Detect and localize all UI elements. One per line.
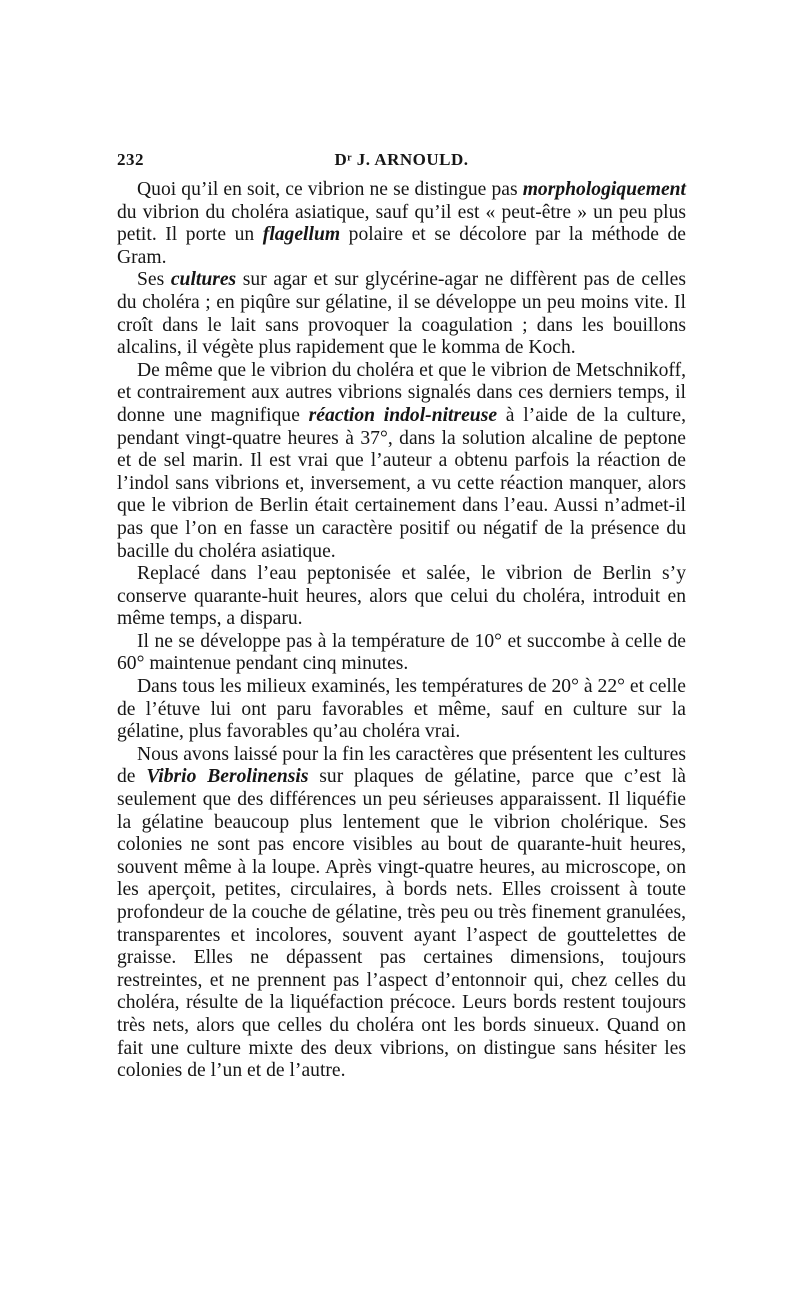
text-run: du vibrion du choléra asiatique, sauf qu’il est « peut-être » un peu plus petit. Il porte un (117, 201, 686, 246)
text-run: Il ne se développe pas à la température de 10° et succombe à celle de 60° maintenue pendant cinq minutes. (117, 630, 686, 675)
text-run: polaire et se décolore par la méthode de Gram. (117, 224, 687, 268)
text-run: De même que le vibrion du choléra et que le vibrion de Metschnikoff, et contrairement aux autres vibrions signalés dans ces derniers temps, il donne une magnifique (117, 359, 686, 426)
page-number: 232 (117, 150, 144, 169)
italic-text-run: cultures (170, 269, 237, 291)
text-run: Nous avons laissé pour la fin les caractères que présentent les cultures de (117, 743, 686, 788)
text-run: Dans tous les milieux examinés, les températures de 20° à 22° et celle de l’étuve lui ont paru favorables et même, sauf en culture sur la gélatine, plus favorables qu’au choléra vrai. (117, 676, 686, 743)
text-run: Quoi qu’il en soit, ce vibrion ne se distingue pas (137, 179, 523, 200)
italic-text-run: flagellum (262, 224, 341, 246)
paragraph (117, 744, 686, 1083)
paragraph (117, 563, 686, 631)
text-run: sur agar et sur glycérine-agar ne diffèrent pas de celles du choléra ; en piqûre sur gélatine, il se développe un peu moins vite. Il croît dans le lait sans provoquer la coagulation ; dans les bouillons alcalins, il végète plus rapidement que le komma de Koch. (117, 269, 687, 359)
text-run: Ses (137, 269, 171, 291)
running-head-author: Dʳ J. ARNOULD. (334, 150, 469, 169)
paragraph (117, 269, 686, 359)
text-run: à l’aide de la culture, pendant vingt-quatre heures à 37°, dans la solution alcaline de peptone et de sel marin. Il est vrai que l’auteur a obtenu parfois la réaction de l’indol sans vibrions et, inversement, a vu cette réaction manquer, alors que le vibrion de Berlin était certainement dans l’eau. Aussi n’admet-il pas que l’on en fasse un caractère positif ou négatif de la présence du bacille du choléra asiatique. (117, 404, 686, 562)
running-head (117, 146, 686, 172)
paragraph (117, 631, 686, 676)
italic-text-run: morphologiquement (522, 179, 686, 200)
text-run: sur plaques de gélatine, parce que c’est là seulement que des différences un peu sérieuses apparaissent. Il liquéfie la gélatine beaucoup plus lentement que le vibrion cholérique. Ses colonies ne sont pas encore visibles au bout de quarante-huit heures, souvent même à la loupe. Après vingt-quatre heures, au microscope, on les aperçoit, petites, circulaires, à bords nets. Elles croissent à toute profondeur de la couche de gélatine, très peu ou très finement granulées, transparentes et incolores, souvent ayant l’aspect de gouttelettes de graisse. Elles ne dépassent pas certaines dimensions, toujours restreintes, et ne prennent pas l’aspect d’entonnoir qui, chez celles du choléra, résulte de la liquéfaction précoce. Leurs bords restent toujours très nets, alors que celles du choléra ont les bords sinueux. Quand on fait une culture mixte des deux vibrions, on distingue sans hésiter les colonies de l’un et de l’autre. (117, 766, 686, 1082)
page (117, 146, 686, 1083)
paragraph (117, 179, 686, 269)
italic-text-run: Vibrio Berolinensis (146, 766, 309, 788)
body-text (117, 179, 686, 1083)
italic-text-run: réaction indol-nitreuse (308, 404, 498, 426)
text-run: Replacé dans l’eau peptonisée et salée, le vibrion de Berlin s’y conserve quarante-huit heures, alors que celui du choléra, introduit en même temps, a disparu. (117, 563, 686, 630)
paragraph (117, 676, 686, 744)
paragraph (117, 360, 686, 563)
